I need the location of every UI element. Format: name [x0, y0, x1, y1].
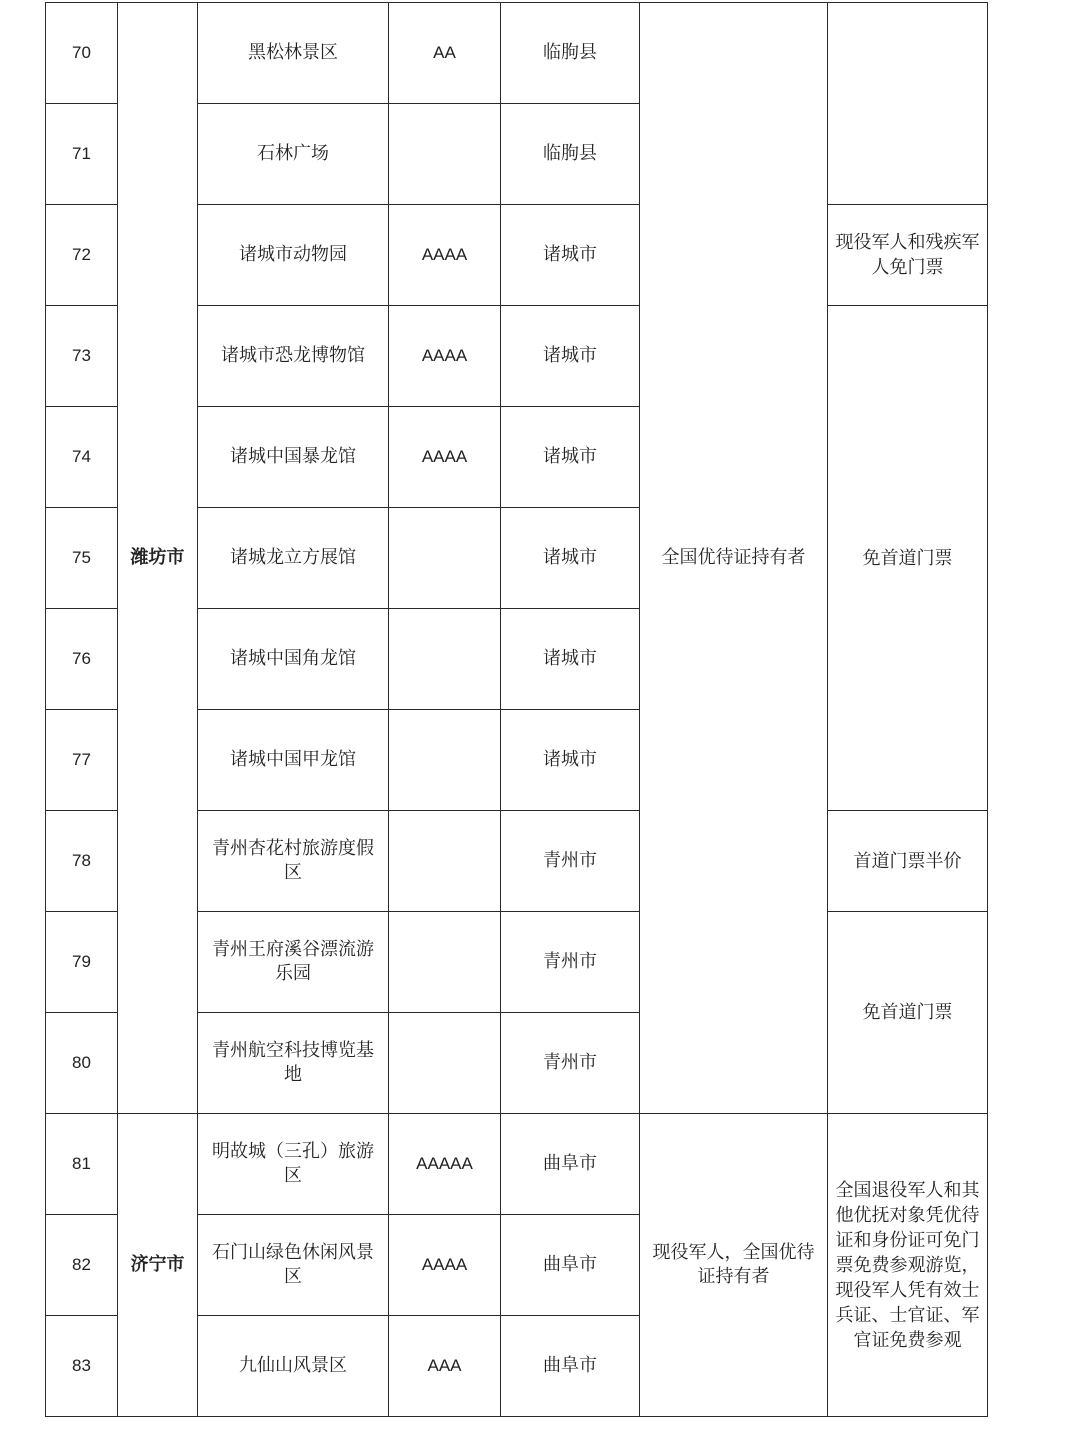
- row-number: 77: [46, 710, 118, 811]
- county-cell: 诸城市: [501, 407, 640, 508]
- county-cell: 诸城市: [501, 205, 640, 306]
- scenic-spot-name: 黑松林景区: [198, 3, 389, 104]
- scenic-spot-level: [389, 710, 501, 811]
- scenic-spot-level: [389, 1013, 501, 1114]
- scenic-spot-name: 九仙山风景区: [198, 1316, 389, 1417]
- county-cell: 临朐县: [501, 104, 640, 205]
- county-cell: 曲阜市: [501, 1316, 640, 1417]
- scenic-spot-name: 诸城中国暴龙馆: [198, 407, 389, 508]
- policy-note: 现役军人和残疾军人免门票: [828, 205, 988, 306]
- scenic-spot-name: 青州王府溪谷漂流游乐园: [198, 912, 389, 1013]
- scenic-spot-level: [389, 811, 501, 912]
- scenic-spot-level: AAAA: [389, 1215, 501, 1316]
- scenic-spot-discount-table: [45, 2, 988, 1417]
- county-cell: 诸城市: [501, 306, 640, 407]
- city-cell-weifang: 潍坊市: [118, 3, 198, 1114]
- row-number: 74: [46, 407, 118, 508]
- scenic-spot-name: 石林广场: [198, 104, 389, 205]
- scenic-spot-level: AAAA: [389, 407, 501, 508]
- scenic-spot-name: 石门山绿色休闲风景区: [198, 1215, 389, 1316]
- scenic-spot-level: AA: [389, 3, 501, 104]
- row-number: 81: [46, 1114, 118, 1215]
- scenic-spot-level: [389, 609, 501, 710]
- scenic-spot-name: 诸城市动物园: [198, 205, 389, 306]
- scenic-spot-name: 诸城中国甲龙馆: [198, 710, 389, 811]
- county-cell: 诸城市: [501, 609, 640, 710]
- scenic-spot-level: AAAAA: [389, 1114, 501, 1215]
- row-number: 82: [46, 1215, 118, 1316]
- policy-note: 全国退役军人和其他优抚对象凭优待证和身份证可免门票免费参观游览，现役军人凭有效士兵证、士官证、军官证免费参观: [828, 1114, 988, 1417]
- city-cell-jining: 济宁市: [118, 1114, 198, 1417]
- scenic-spot-name: 明故城（三孔）旅游区: [198, 1114, 389, 1215]
- eligible-group-jining: 现役军人，全国优待证持有者: [640, 1114, 828, 1417]
- county-cell: 曲阜市: [501, 1114, 640, 1215]
- scenic-spot-level: [389, 104, 501, 205]
- scenic-spot-name: 诸城龙立方展馆: [198, 508, 389, 609]
- row-number: 79: [46, 912, 118, 1013]
- row-number: 73: [46, 306, 118, 407]
- policy-note-empty: [828, 3, 988, 205]
- row-number: 80: [46, 1013, 118, 1114]
- row-number: 76: [46, 609, 118, 710]
- row-number: 72: [46, 205, 118, 306]
- scenic-spot-name: 诸城市恐龙博物馆: [198, 306, 389, 407]
- scenic-spot-level: AAAA: [389, 205, 501, 306]
- county-cell: 青州市: [501, 1013, 640, 1114]
- eligible-group-weifang: 全国优待证持有者: [640, 3, 828, 1114]
- policy-note: 免首道门票: [828, 306, 988, 811]
- row-number: 70: [46, 3, 118, 104]
- scenic-spot-name: 青州航空科技博览基地: [198, 1013, 389, 1114]
- scenic-spot-level: [389, 912, 501, 1013]
- scenic-spot-level: [389, 508, 501, 609]
- scenic-spot-name: 诸城中国角龙馆: [198, 609, 389, 710]
- county-cell: 曲阜市: [501, 1215, 640, 1316]
- row-number: 78: [46, 811, 118, 912]
- county-cell: 诸城市: [501, 508, 640, 609]
- county-cell: 临朐县: [501, 3, 640, 104]
- table-row: [46, 1114, 988, 1215]
- county-cell: 诸城市: [501, 710, 640, 811]
- county-cell: 青州市: [501, 811, 640, 912]
- county-cell: 青州市: [501, 912, 640, 1013]
- row-number: 71: [46, 104, 118, 205]
- row-number: 83: [46, 1316, 118, 1417]
- policy-note: 首道门票半价: [828, 811, 988, 912]
- scenic-spot-level: AAA: [389, 1316, 501, 1417]
- scenic-spot-level: AAAA: [389, 306, 501, 407]
- row-number: 75: [46, 508, 118, 609]
- scenic-spot-name: 青州杏花村旅游度假区: [198, 811, 389, 912]
- table-row: [46, 3, 988, 104]
- policy-note: 免首道门票: [828, 912, 988, 1114]
